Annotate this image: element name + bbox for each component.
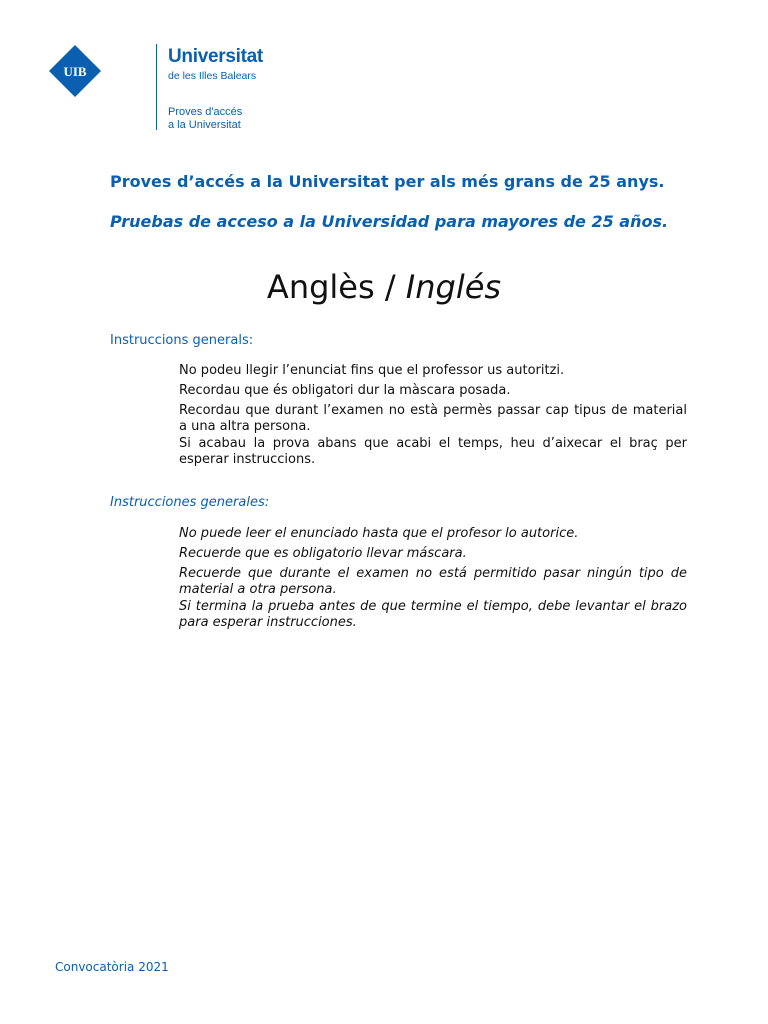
university-logo [48, 44, 263, 134]
footer-convocatoria: Convocatòria 2021 [55, 960, 169, 974]
heading-spanish: Pruebas de acceso a la Universidad para mayores de 25 años. [110, 212, 669, 231]
logo-divider [156, 44, 157, 130]
list-item: Recordau que durant l’examen no està permès passar cap tipus de material a una altra persona. [179, 403, 687, 434]
subject-spanish: Inglés [405, 268, 502, 306]
list-item: Si termina la prueba antes de que termine el tiempo, debe levantar el brazo para esperar instrucciones. [179, 599, 687, 630]
logo-unit-line2: a la Universitat [168, 119, 241, 131]
emblem-text: UIB [63, 64, 87, 79]
page-title [0, 268, 768, 306]
instructions-spanish-label: Instrucciones generales: [110, 495, 270, 510]
subject-catalan: Anglès [266, 268, 375, 306]
instructions-catalan-label: Instruccions generals: [110, 333, 254, 348]
list-item: Si acabau la prova abans que acabi el temps, heu d’aixecar el braç per esperar instruccions. [179, 436, 687, 467]
subject-separator: / [374, 268, 406, 306]
instructions-spanish-list [179, 526, 687, 635]
logo-title: Universitat [168, 46, 263, 67]
list-item: Recordau que és obligatori dur la màscara posada. [179, 383, 511, 398]
instructions-catalan-list [179, 363, 687, 472]
list-item: Recuerde que durante el examen no está permitido pasar ningún tipo de material a otra persona. [179, 566, 687, 597]
logo-subtitle: de les Illes Balears [168, 70, 257, 82]
list-item: No podeu llegir l’enunciat fins que el professor us autoritzi. [179, 363, 565, 378]
heading-catalan: Proves d’accés a la Universitat per als més grans de 25 anys. [110, 172, 665, 191]
list-item: Recuerde que es obligatorio llevar máscara. [179, 546, 467, 561]
logo-unit-line1: Proves d'accés [168, 106, 243, 118]
list-item: No puede leer el enunciado hasta que el profesor lo autorice. [179, 526, 579, 541]
uib-emblem-icon [48, 44, 102, 98]
